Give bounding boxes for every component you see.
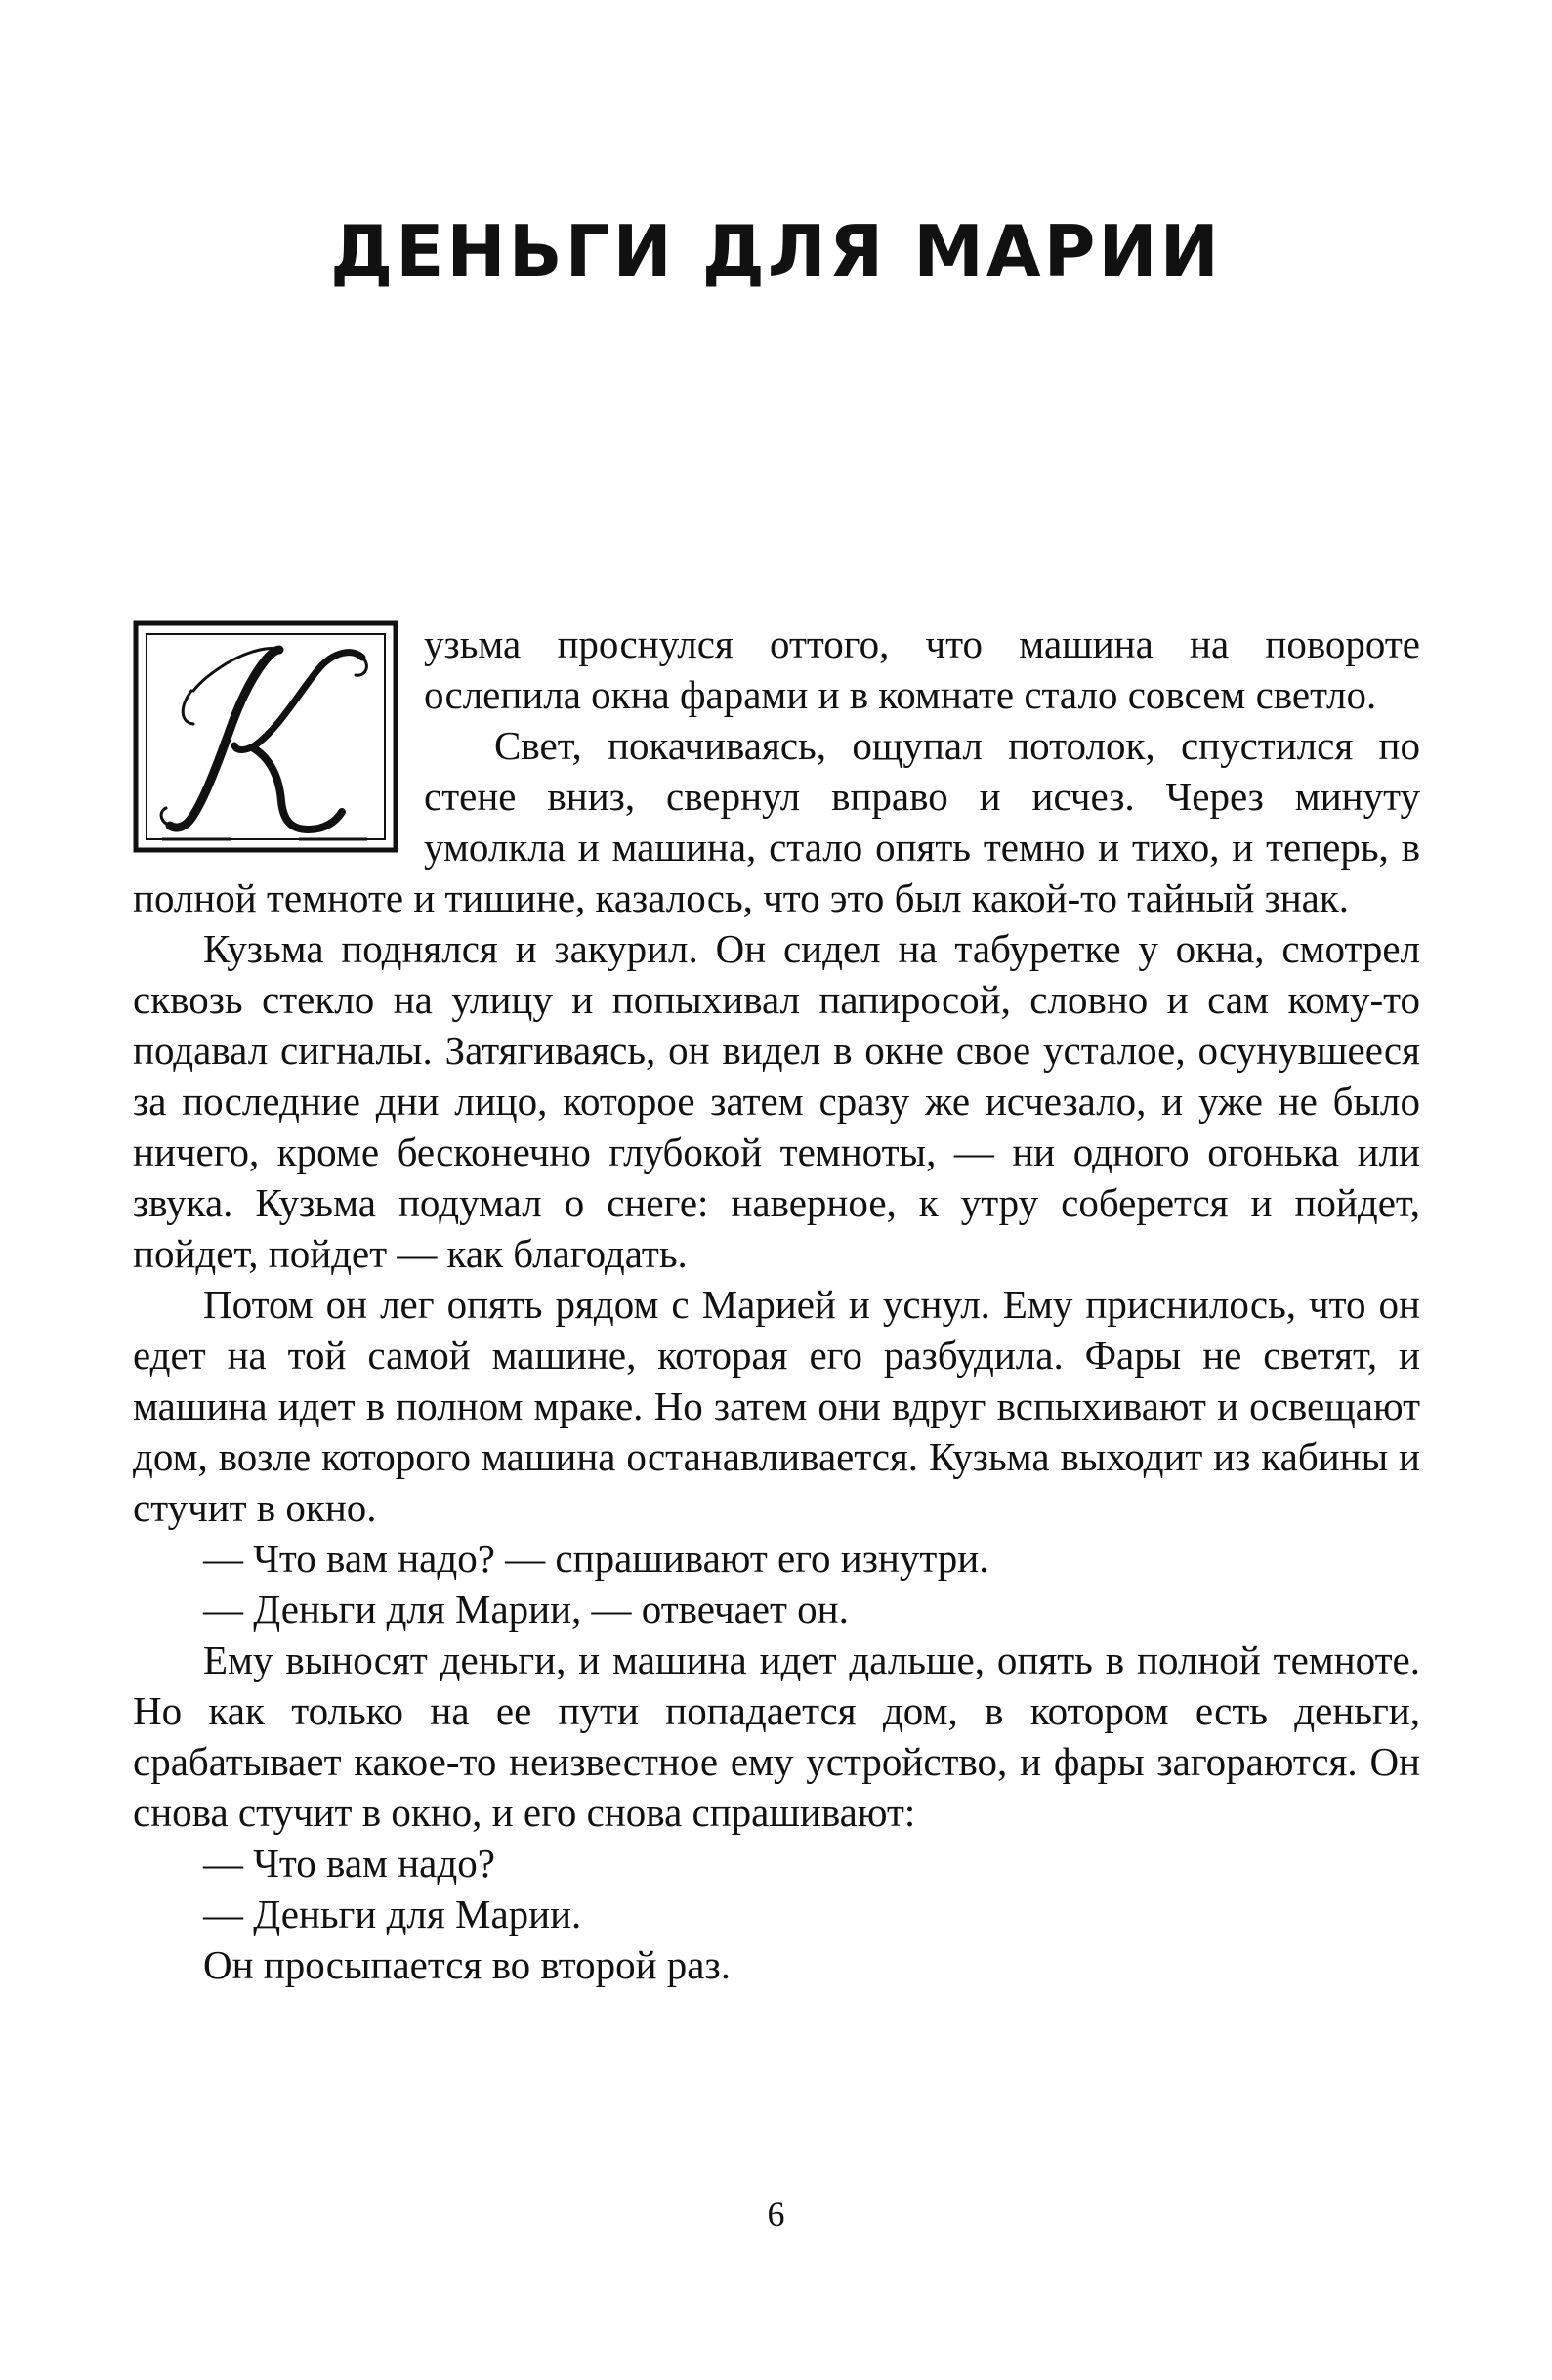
dropcap-ornament [133,620,398,853]
paragraph-6: Он просыпается во второй раз. [203,1942,731,1987]
paragraph-4: Потом он лег опять рядом с Марией и уснул. Ему приснилось, что он едет на той самой машине, которая его разбудила. Фары не светят, и машина идет в полном мраке. Но затем они вдруг вспыхивают и освещают дом, возле которого машина останавливается. Кузьма выходит из кабины и стучит в окно. [133,1282,1420,1530]
dialogue-line-4: — Деньги для Марии. [203,1891,582,1936]
dialogue-line-3: — Что вам надо? [203,1841,495,1886]
page-number: 6 [767,2194,785,2233]
dialogue-line-2: — Деньги для Марии, — отвечает он. [203,1587,849,1632]
paragraph-3: Кузьма поднялся и закурил. Он сидел на табуретке у окна, смотрел сквозь стекло на улицу и попыхивал папиросой, словно и сам кому-то подавал сигналы. Затягиваясь, он видел в окне свое усталое, осунувшееся за последние дни лицо, которое затем сразу же исчезало, и уже не было ничего, кроме бесконечно глубокой темноты, — ни одного огонька или звука. Кузьма подумал о снеге: наверное, к утру соберется и пойдет, пойдет, пойдет — как благодать. [133,926,1420,1276]
paragraph-5: Ему выносят деньги, и машина идет дальше, опять в полной темноте. Но как только на ее пути попадается дом, в котором есть деньги, срабатывает какое-то неизвестное ему устройство, и фары загораются. Он снова стучит в окно, и его снова спрашивают: [133,1637,1420,1835]
chapter-body [133,618,1420,1990]
paragraph-1: узьма проснулся оттого, что машина на повороте ослепила окна фарами и в комнате стало совсем светло. [424,621,1420,717]
paragraph-2: Свет, покачиваясь, ощупал потолок, спустился по стене вниз, свернул вправо и исчез. Через минуту умолкла и машина, стало опять темно и тихо, и теперь, в полной темноте и тишине, казалось, что это был какой-то тайный знак. [133,723,1420,920]
chapter-title: ДЕНЬГИ ДЛЯ МАРИИ [330,210,1222,292]
dropcap-letter-k-icon [133,620,398,853]
dialogue-line-1: — Что вам надо? — спрашивают его изнутри. [203,1536,989,1581]
